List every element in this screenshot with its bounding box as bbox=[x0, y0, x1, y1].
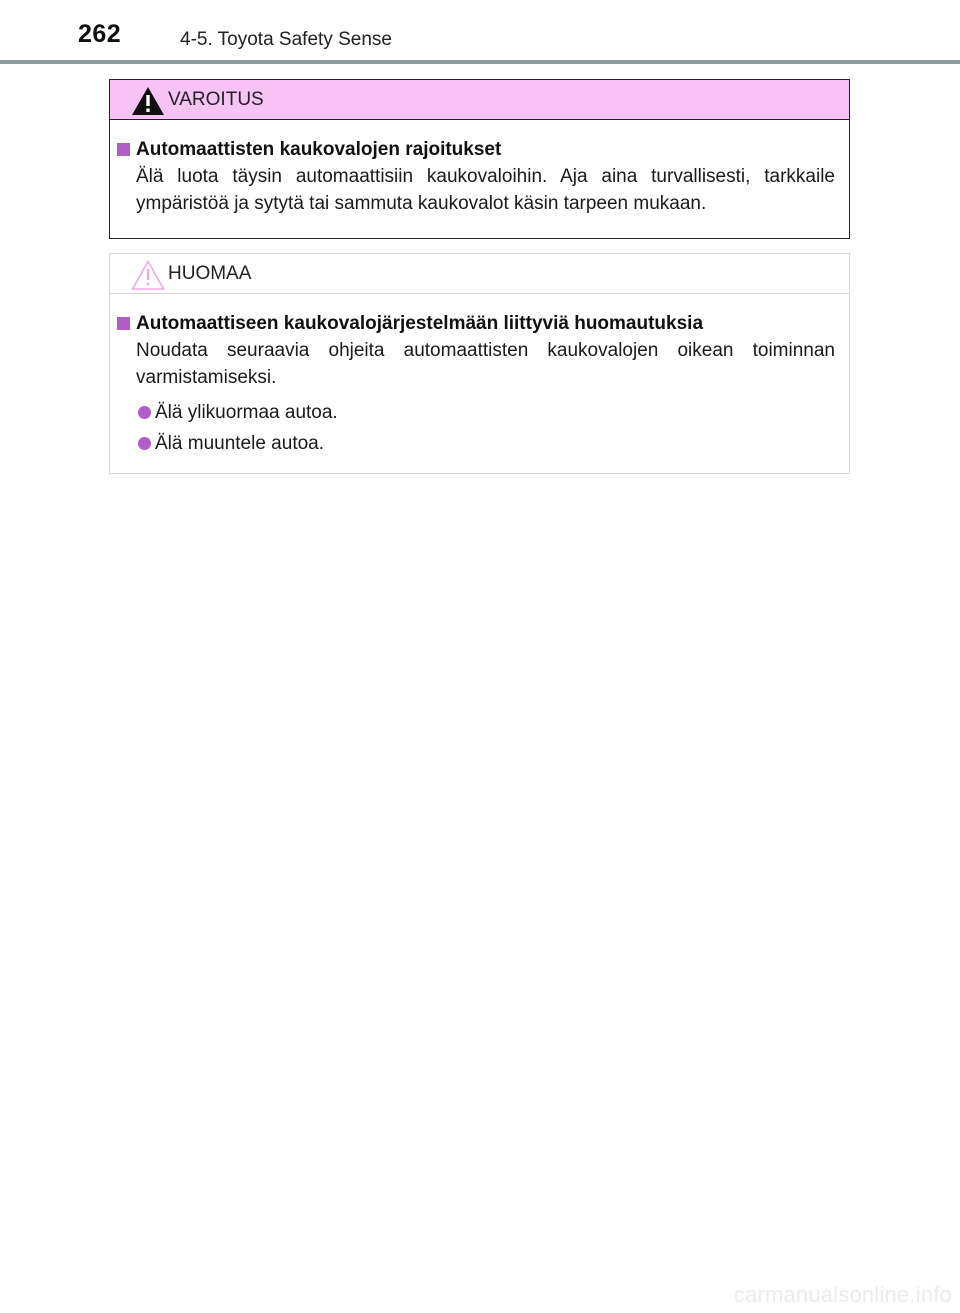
square-bullet-icon bbox=[117, 143, 130, 156]
notice-text: Noudata seuraavia ohjeita automaattisten kaukovalojen oikean toiminnan varmistamiseksi. bbox=[136, 340, 835, 388]
list-item-text: Älä muuntele autoa. bbox=[155, 433, 325, 454]
list-item bbox=[136, 430, 835, 457]
warning-text: Älä luota täysin automaattisiin kaukovaloihin. Aja aina turvallisesti, tarkkaile ympäristöä ja sytytä tai sammuta kaukovalot käsin tarpeen mukaan. bbox=[136, 166, 835, 214]
section-title: 4-5. Toyota Safety Sense bbox=[180, 29, 392, 50]
list-item-text: Älä ylikuormaa autoa. bbox=[155, 402, 338, 423]
warning-heading bbox=[110, 136, 835, 163]
warning-box bbox=[109, 79, 850, 239]
watermark: carmanualsonline.info bbox=[733, 1282, 952, 1307]
header-divider bbox=[0, 60, 960, 64]
caution-triangle-outline-icon bbox=[130, 259, 166, 291]
warning-triangle-icon bbox=[130, 85, 166, 117]
warning-label: VAROITUS bbox=[168, 89, 264, 110]
page-number: 262 bbox=[78, 20, 122, 48]
square-bullet-icon bbox=[117, 317, 130, 330]
notice-label: HUOMAA bbox=[168, 263, 252, 284]
round-bullet-icon bbox=[138, 406, 151, 419]
notice-heading bbox=[110, 310, 835, 337]
round-bullet-icon bbox=[138, 437, 151, 450]
notice-heading-text: Automaattiseen kaukovalojärjestelmään liittyviä huomautuksia bbox=[136, 313, 704, 334]
notice-header bbox=[110, 254, 849, 294]
page-header bbox=[0, 0, 960, 66]
warning-header bbox=[110, 80, 849, 120]
list-item bbox=[136, 399, 835, 426]
warning-body bbox=[110, 120, 849, 217]
notice-body bbox=[110, 294, 849, 457]
notice-box bbox=[109, 253, 850, 474]
warning-heading-text: Automaattisten kaukovalojen rajoitukset bbox=[136, 139, 502, 160]
